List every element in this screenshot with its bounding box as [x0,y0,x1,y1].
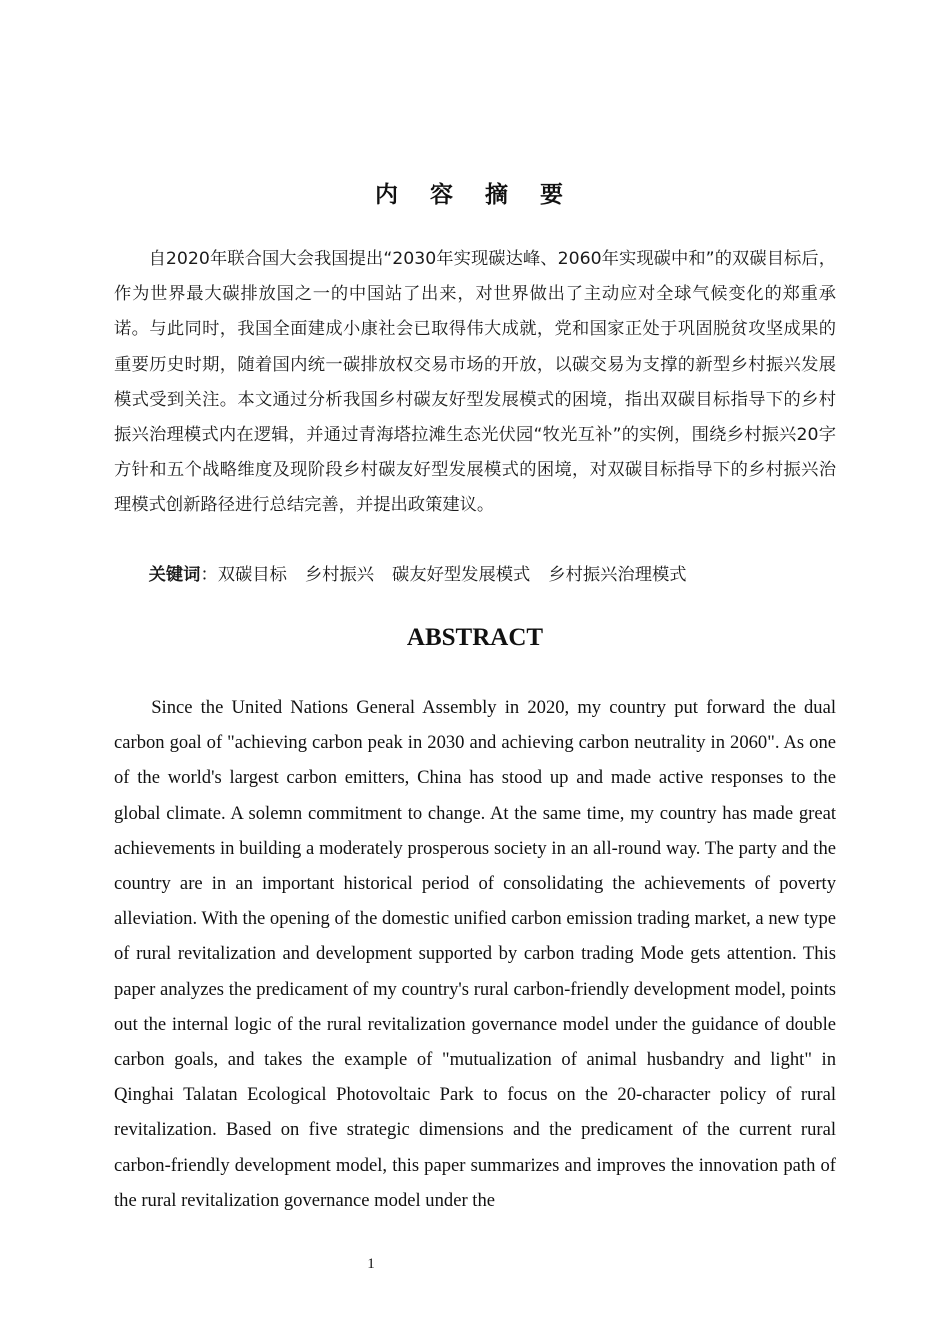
keyword-item: 乡村振兴 [304,565,375,585]
chinese-abstract-body: 自2020年联合国大会我国提出“2030年实现碳达峰、2060年实现碳中和”的双碳目标后，作为世界最大碳排放国之一的中国站了出来，对世界做出了主动应对全球气候变化的郑重承诺。与此同时，我国全面建成小康社会已取得伟大成就，党和国家正处于巩固脱贫攻坚成果的重要历史时期，随着国内统一碳排放权交易市场的开放，以碳交易为支撑的新型乡村振兴发展模式受到关注。本文通过分析我国乡村碳友好型发展模式的困境，指出双碳目标指导下的乡村振兴治理模式内在逻辑，并通过青海塔拉滩生态光伏园“牧光互补”的实例，围绕乡村振兴20字方针和五个战略维度及现阶段乡村碳友好型发展模式的困境，对双碳目标指导下的乡村振兴治理模式创新路径进行总结完善，并提出政策建议。 [114,249,836,516]
keyword-item: 双碳目标 [217,565,287,585]
keyword-item: 乡村振兴治理模式 [548,565,687,585]
keywords-separator: ： [200,565,218,585]
keyword-item: 碳友好型发展模式 [392,565,531,585]
page-number: 1 [367,1256,375,1272]
keywords-label: 关键词 [148,565,201,585]
english-abstract-body: Since the United Nations General Assembly in 2020, my country put forward the dual carbon goal of "achieving carbon peak in 2030 and achieving carbon neutrality in 2060". As one of the world's largest carbon emitters, China has stood up and made active responses to the global climate. A solemn commitment to change. At the same time, my country has made great achievements in building a moderately prosperous society in an all-round way. The party and the country are in an important historical period of consolidating the achievements of poverty alleviation. With the opening of the domestic unified carbon emission trading market, a new type of rural revitalization and development supported by carbon trading Mode gets attention. This paper analyzes the predicament of my country's rural carbon-friendly development model, points out the internal logic of the rural revitalization governance model under the guidance of double carbon goals, and takes the example of "mutualization of animal husbandry and light" in Qinghai Talatan Ecological Photovoltaic Park to focus on the 20-character policy of rural revitalization. Based on five strategic dimensions and the predicament of the current rural carbon-friendly development model, this paper summarizes and improves the innovation path of the rural revitalization governance model under the [114,697,836,1211]
english-abstract-title: ABSTRACT [406,624,544,651]
chinese-abstract-title: 内 容 摘 要 [374,182,576,208]
keywords-line [114,558,836,593]
